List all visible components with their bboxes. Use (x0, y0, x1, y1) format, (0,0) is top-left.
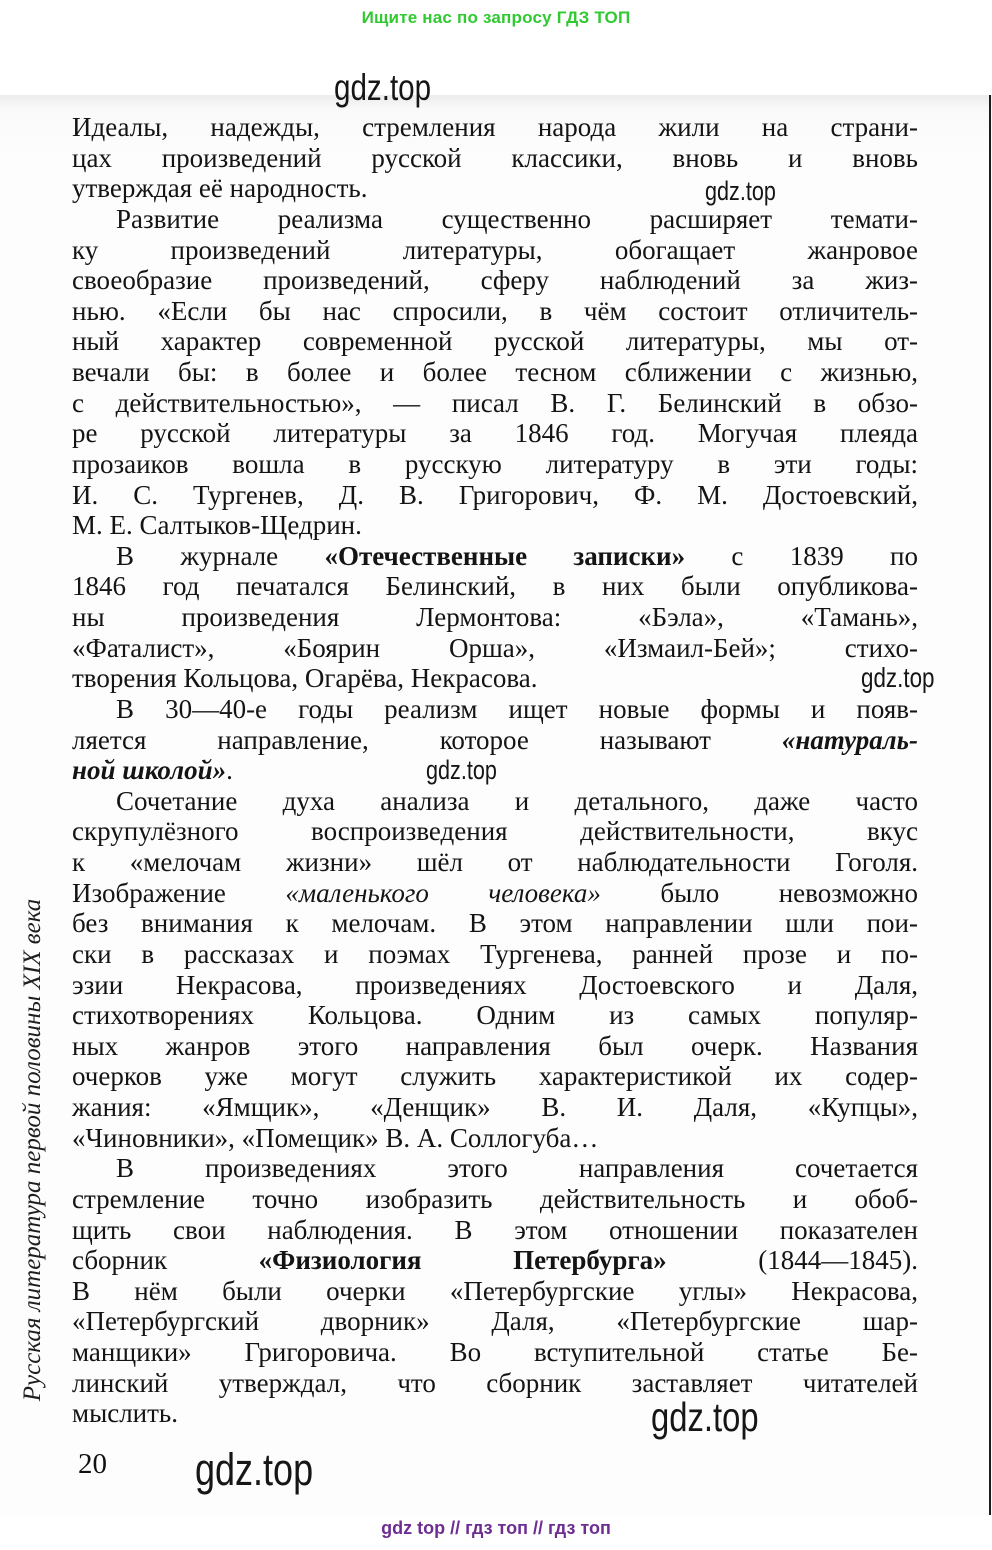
text-segment: В 30—40-е годы реализм ищет новые формы и появ- (116, 693, 918, 724)
text-line (72, 1245, 918, 1276)
text-segment: 1846 год печатался Белинский, в них были опубликова- (72, 571, 918, 602)
text-line (72, 1031, 918, 1062)
text-segment: с 1839 по (685, 540, 919, 571)
text-line (72, 326, 918, 357)
text-line (72, 602, 918, 633)
vertical-running-title: Русская литература первой половины XIX века (19, 898, 46, 1402)
text-line (72, 755, 918, 786)
text-segment: Развитие реализма существенно расширяет темати- (116, 203, 918, 234)
text-segment: стремление точно изобразить действительность и обоб- (72, 1183, 918, 1214)
text-segment: очерков уже могут служить характеристикой их содер- (72, 1061, 918, 1092)
text-segment: мыслить. (72, 1398, 178, 1429)
text-line (72, 1000, 918, 1031)
text-line (72, 235, 918, 266)
text-segment: творения Кольцова, Огарёва, Некрасова. (72, 663, 538, 694)
watermark-gdztop: gdz.top (195, 1444, 314, 1495)
text-line (72, 1061, 918, 1092)
watermark-gdztop: gdz.top (861, 662, 935, 693)
text-segment: М. Е. Салтыков-Щедрин. (72, 510, 362, 541)
text-line (72, 878, 918, 909)
text-segment: жания: «Ямщик», «Денщик» В. И. Даля, «Купцы», (72, 1092, 918, 1122)
text-segment: ны произведения Лермонтова: «Бэла», «Тамань», (72, 602, 918, 632)
text-line (72, 816, 918, 847)
text-segment: стихотворениях Кольцова. Одним из самых популяр- (72, 1000, 918, 1031)
text-segment: с действительностью», — писал В. Г. Белинский в обзо- (72, 387, 918, 418)
text-segment: без внимания к мелочам. В этом направлении шли пои- (72, 908, 918, 939)
page-number: 20 (78, 1448, 107, 1480)
text-segment: Изображение (72, 877, 286, 908)
text-segment: вечали бы: в более и более тесном сближении с жизнью, (72, 357, 918, 387)
text-line (72, 571, 918, 602)
text-line (72, 970, 918, 1001)
text-segment: своеобразие произведений, сферу наблюдений за жиз- (72, 265, 918, 296)
text-segment: ку произведений литературы, обогащает жанровое (72, 234, 918, 265)
text-segment: нью. «Если бы нас спросили, в чём состоит отличитель- (72, 295, 918, 326)
text-segment: эзии Некрасова, произведениях Достоевского и Даля, (72, 969, 918, 1000)
text-line (72, 143, 918, 174)
text-segment: было невозможно (600, 877, 918, 908)
text-line (72, 1368, 918, 1399)
text-line (72, 786, 918, 817)
text-segment: «Петербургский дворник» Даля, «Петербургские шар- (72, 1306, 918, 1337)
text-line (72, 725, 918, 756)
text-line (72, 939, 918, 970)
text-segment: прозаиков вошла в русскую литературу в эти годы: (72, 448, 918, 479)
text-segment: ный характер современной русской литературы, мы от- (72, 326, 918, 357)
text-segment: . (226, 755, 233, 786)
text-line (72, 633, 918, 664)
text-line (72, 265, 918, 296)
text-line (72, 1092, 918, 1123)
text-segment: цах произведений русской классики, вновь и вновь (72, 142, 918, 173)
text-line (72, 541, 918, 572)
text-segment: утверждая её народность. (72, 173, 368, 204)
text-line (72, 1276, 918, 1307)
text-segment: к «мелочам жизни» шёл от наблюдательности Гоголя. (72, 847, 918, 877)
text-line (72, 694, 918, 725)
watermark-gdztop: gdz.top (705, 176, 776, 206)
text-segment: И. С. Тургенев, Д. В. Григорович, Ф. М. Достоевский, (72, 479, 918, 510)
text-line (72, 510, 918, 541)
text-segment: (1844—1845). (666, 1245, 918, 1276)
text-line (72, 1123, 918, 1154)
text-segment: ски в рассказах и поэмах Тургенева, ранней прозе и по- (72, 938, 918, 969)
text-segment: В нём были очерки «Петербургские углы» Некрасова, (72, 1275, 918, 1306)
footer-links[interactable]: gdz top // гдз топ // гдз топ (381, 1518, 611, 1538)
text-line (72, 1306, 918, 1337)
watermark-gdztop: gdz.top (426, 755, 497, 785)
page-body-text (72, 112, 918, 1429)
watermark-gdztop: gdz.top (651, 1394, 759, 1440)
text-line (72, 1337, 918, 1368)
text-line (72, 449, 918, 480)
text-segment: Идеалы, надежды, стремления народа жили на страни- (72, 112, 918, 142)
text-line (72, 847, 918, 878)
text-line (72, 1153, 918, 1184)
text-line (72, 112, 918, 143)
text-line (72, 1184, 918, 1215)
text-segment: ной школой» (72, 755, 227, 786)
text-line (72, 1215, 918, 1246)
text-line (72, 418, 918, 449)
page-edge-line (989, 95, 991, 1515)
text-segment: ных жанров этого направления был очерк. Названия (72, 1030, 918, 1061)
text-line (72, 357, 918, 388)
text-line (72, 908, 918, 939)
text-segment: сборник (72, 1245, 259, 1276)
watermark-gdztop: gdz.top (334, 67, 432, 108)
text-line (72, 173, 918, 204)
text-segment: «маленького человека» (285, 877, 601, 908)
text-segment: «Чиновники», «Помещик» В. А. Соллогуба… (72, 1122, 599, 1153)
text-segment: Сочетание духа анализа и детального, даже часто (116, 785, 918, 816)
promo-banner-link[interactable]: Ищите нас по запросу ГДЗ ТОП (361, 8, 631, 27)
text-segment: манщики» Григоровича. Во вступительной статье Бе- (72, 1337, 918, 1367)
text-segment: В произведениях этого направления сочетается (116, 1153, 918, 1184)
text-segment: линский утверждал, что сборник заставляет читателей (72, 1367, 918, 1398)
text-segment: «натураль- (781, 724, 918, 755)
text-line (72, 388, 918, 419)
text-segment: щить свои наблюдения. В этом отношении показателен (72, 1214, 918, 1245)
text-segment: ляется направление, которое называют (72, 724, 782, 755)
text-segment: скрупулёзного воспроизведения действительности, вкус (72, 816, 918, 847)
text-segment: «Физиология Петербурга» (258, 1245, 667, 1276)
text-segment: ре русской литературы за 1846 год. Могучая плеяда (72, 418, 918, 449)
text-segment: «Отечественные записки» (324, 540, 686, 571)
text-line (72, 1398, 918, 1429)
text-segment: «Фаталист», «Боярин Орша», «Измаил-Бей»; стихо- (72, 632, 918, 663)
text-line (72, 296, 918, 327)
text-line (72, 204, 918, 235)
text-line (72, 663, 918, 694)
text-line (72, 480, 918, 511)
text-segment: В журнале (116, 540, 325, 571)
